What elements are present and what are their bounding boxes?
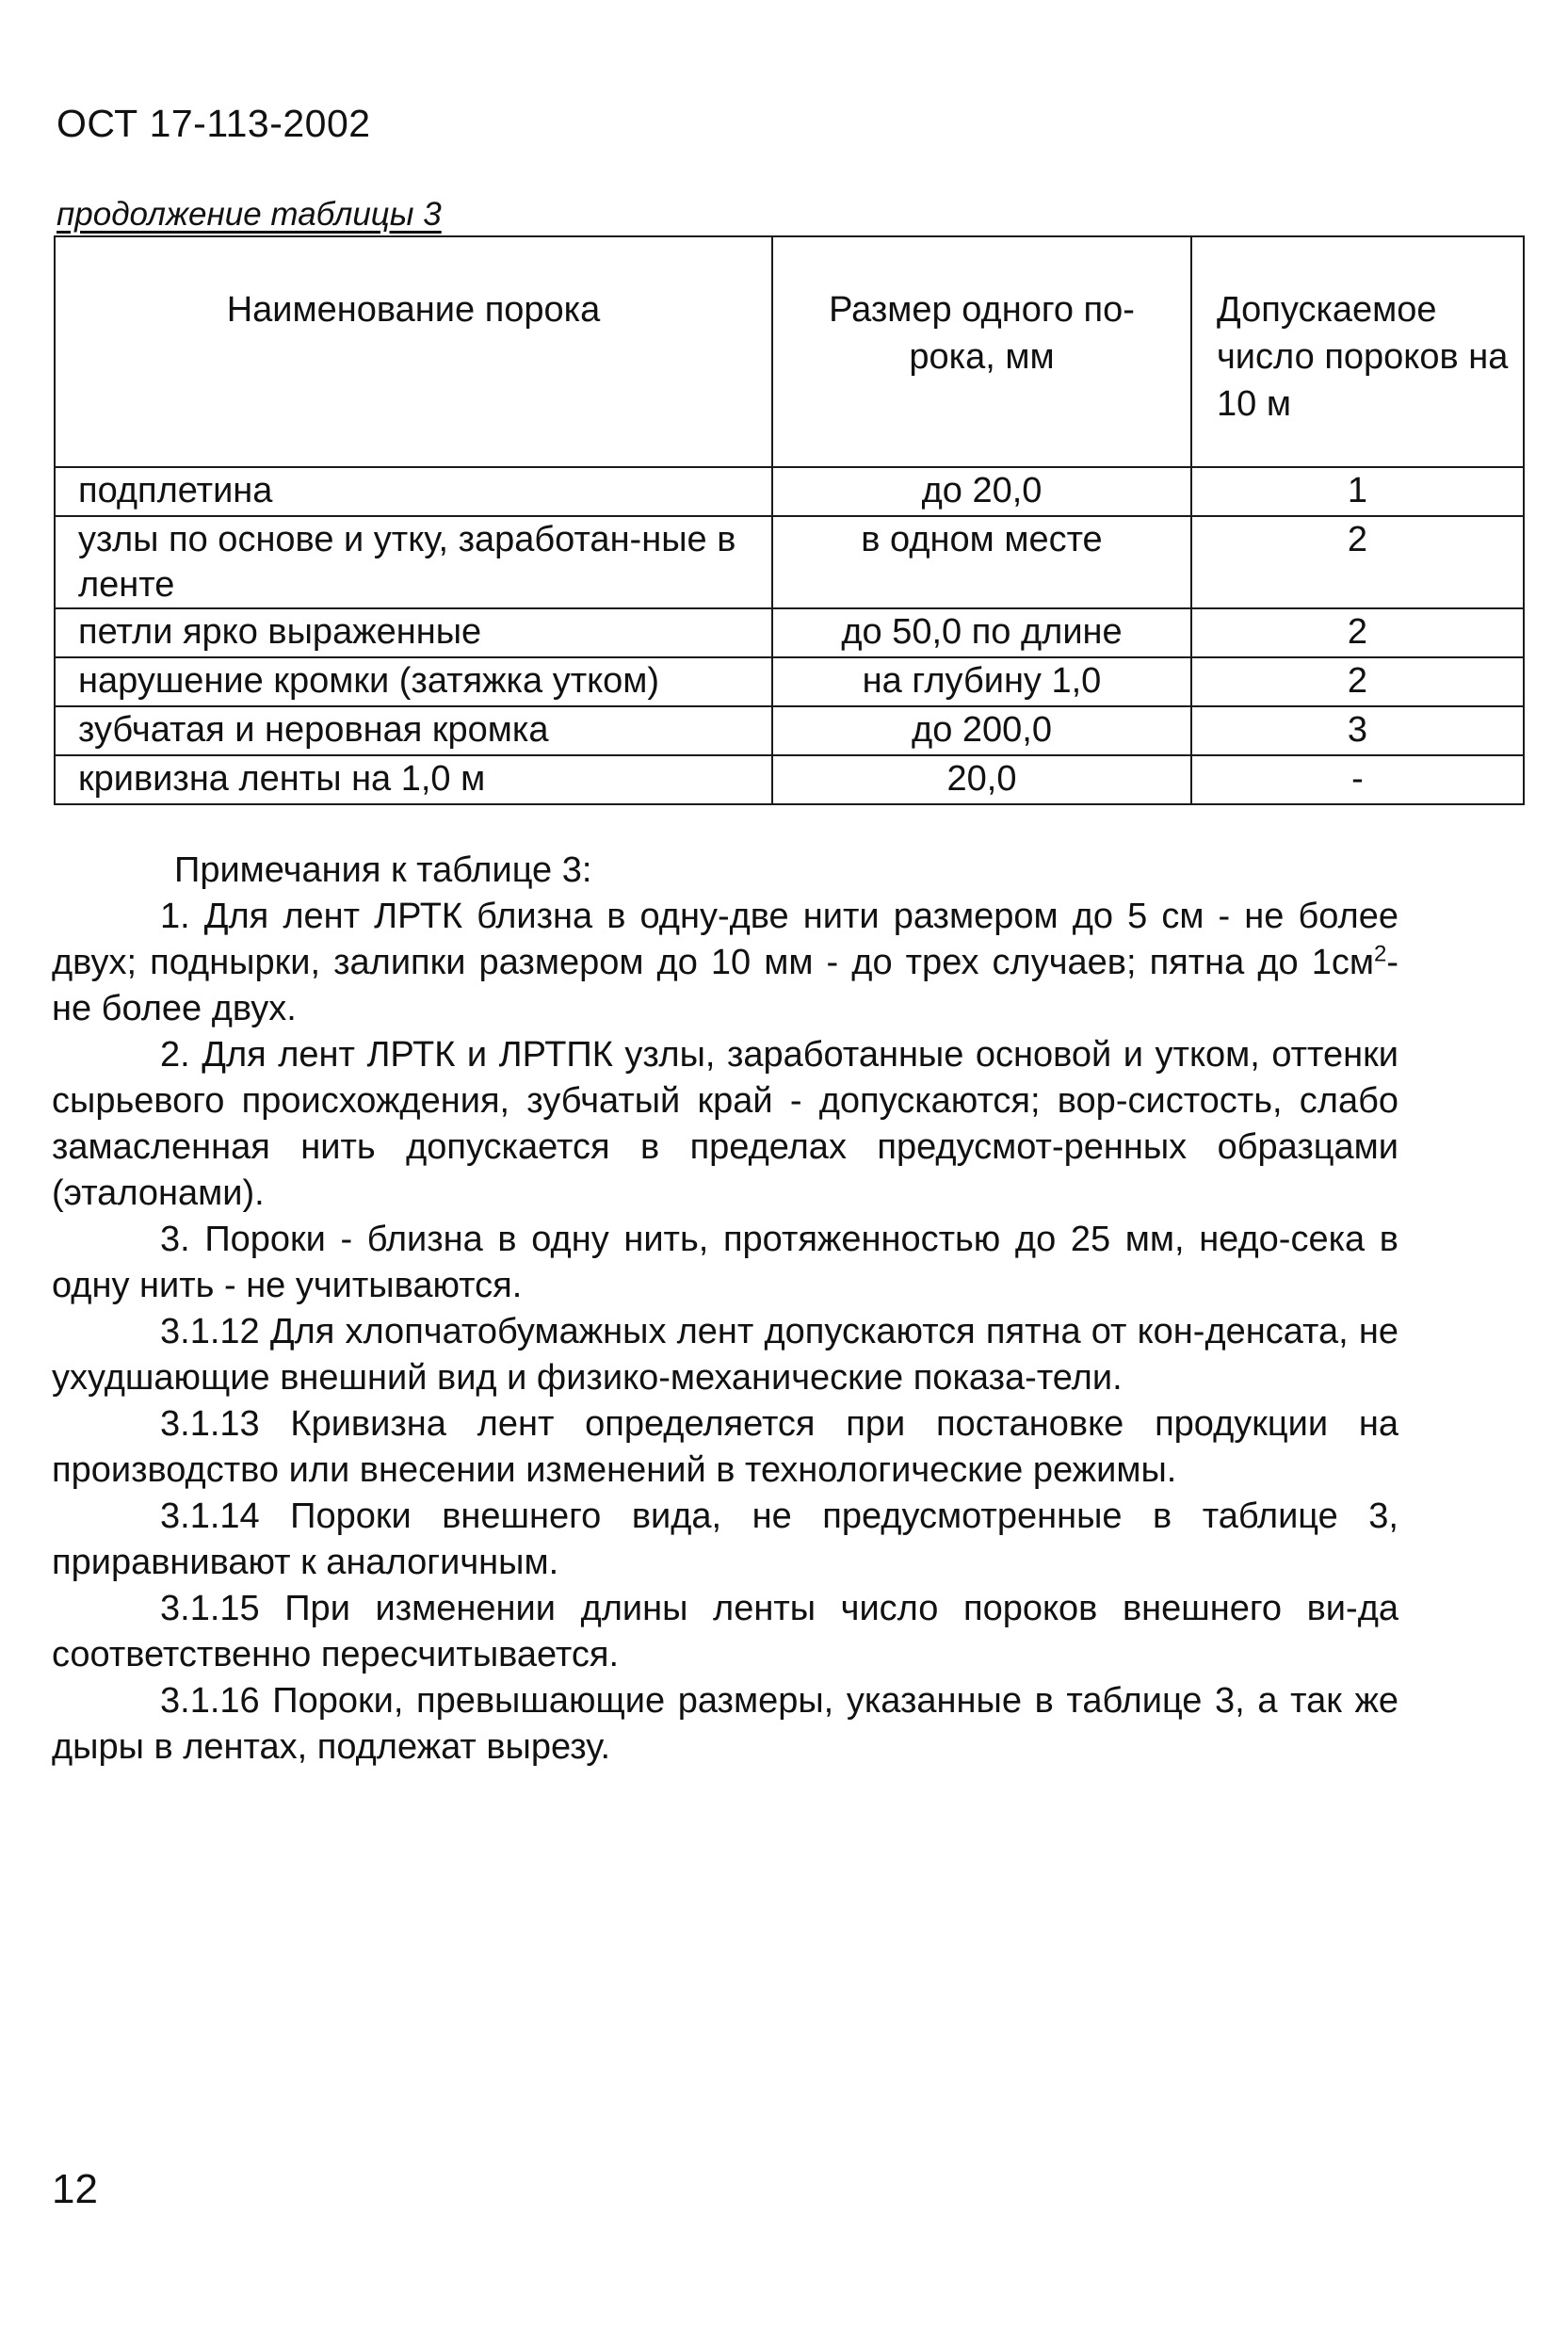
notes-section [52,848,1398,1771]
column-header-defect-size: Размер одного по-рока, мм [772,236,1191,467]
clause-3-1-15: 3.1.15 При изменении длины ленты число пороков внешнего ви-да соответственно пересчитывается. [52,1589,1398,1674]
table-row [55,516,1524,608]
defects-table [54,235,1525,805]
document-code: ОСТ 17-113-2002 [57,102,371,145]
defect-size-cell: до 200,0 [772,706,1191,755]
table-header-row [55,236,1524,467]
defect-count-cell: 2 [1191,657,1524,706]
table-row [55,608,1524,657]
defect-size-cell: в одном месте [772,516,1191,608]
table-row [55,657,1524,706]
defect-count-cell: - [1191,755,1524,804]
note-1 [52,894,1398,1032]
defect-size-cell: до 20,0 [772,467,1191,516]
defect-count-cell: 1 [1191,467,1524,516]
page-number: 12 [52,2166,98,2212]
defect-size-cell: 20,0 [772,755,1191,804]
note-1-text-end: - не более двух. [52,943,1398,1028]
table-row [55,706,1524,755]
notes-title: Примечания к таблице 3: [174,850,592,890]
note-3: 3. Пороки - близна в одну нить, протяженностью до 25 мм, недо-сека в одну нить - не учитываются. [52,1220,1398,1305]
table-caption: продолжение таблицы 3 [57,196,442,233]
column-header-allowed-count: Допускаемое число пороков на 10 м [1191,236,1524,467]
defect-count-cell: 2 [1191,608,1524,657]
clause-3-1-12: 3.1.12 Для хлопчатобумажных лент допускаются пятна от кон-денсата, не ухудшающие внешний вид и физико-механические показа-тели. [52,1312,1398,1398]
clause-3-1-14: 3.1.14 Пороки внешнего вида, не предусмотренные в таблице 3, приравнивают к аналогичным. [52,1496,1398,1582]
defect-size-cell: до 50,0 по длине [772,608,1191,657]
defect-name-cell: подплетина [55,467,772,516]
table-row [55,467,1524,516]
defect-count-cell: 3 [1191,706,1524,755]
clause-3-1-13: 3.1.13 Кривизна лент определяется при постановке продукции на производство или внесении изменений в технологические режимы. [52,1404,1398,1490]
defect-name-cell: петли ярко выраженные [55,608,772,657]
table-row [55,755,1524,804]
defect-name-cell: кривизна ленты на 1,0 м [55,755,772,804]
defect-name-cell: зубчатая и неровная кромка [55,706,772,755]
note-1-superscript: 2 [1373,941,1387,967]
clause-3-1-16: 3.1.16 Пороки, превышающие размеры, указанные в таблице 3, а так же дыры в лентах, подлежат вырезу. [52,1681,1398,1767]
defect-count-cell: 2 [1191,516,1524,608]
note-1-text: 1. Для лент ЛРТК близна в одну-две нити размером до 5 см - не более двух; поднырки, залипки размером до 10 мм - до трех случаев; пятна до 1см [52,897,1398,982]
defect-size-cell: на глубину 1,0 [772,657,1191,706]
note-2: 2. Для лент ЛРТК и ЛРТПК узлы, заработанные основой и утком, оттенки сырьевого происхождения, зубчатый край - допускаются; вор-систость, слабо замасленная нить допускается в пределах предусмот-ренных образцами (эталонами). [52,1035,1398,1213]
defect-name-cell: узлы по основе и утку, заработан-ные в ленте [55,516,772,608]
column-header-defect-name: Наименование порока [55,236,772,467]
defect-name-cell: нарушение кромки (затяжка утком) [55,657,772,706]
